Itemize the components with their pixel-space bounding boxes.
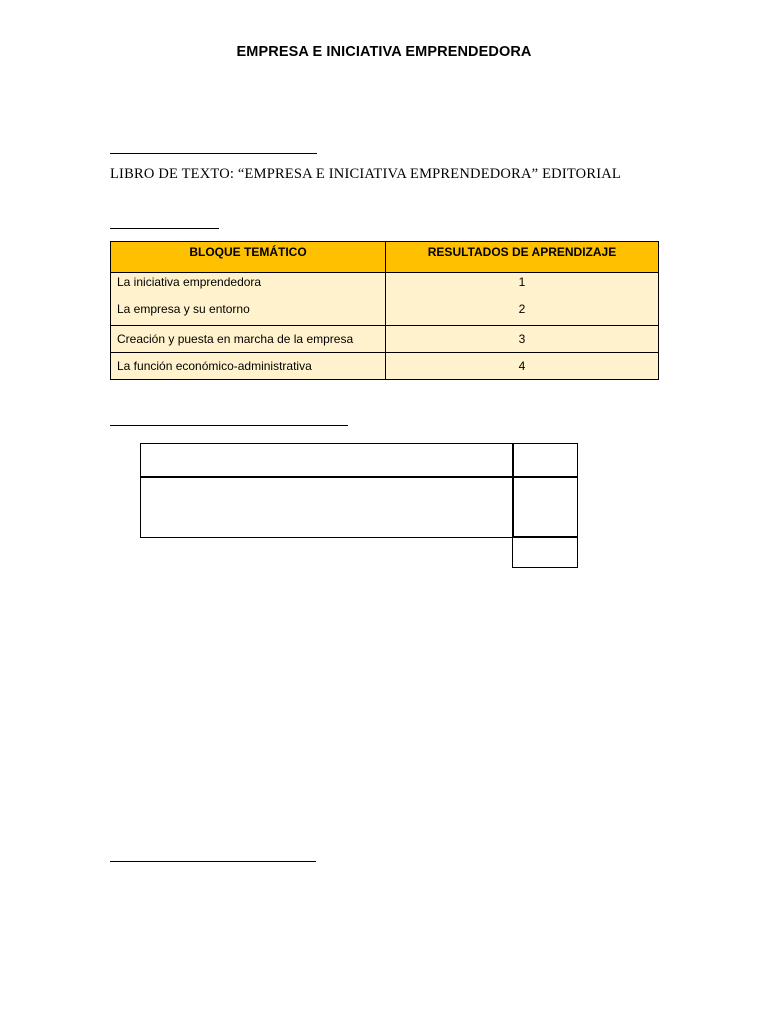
- table-row: [111, 353, 659, 380]
- table-cell-bloque: [111, 273, 386, 326]
- table-row: [111, 326, 659, 353]
- textbook-line: LIBRO DE TEXTO: “EMPRESA E INICIATIVA EMPRENDEDORA” EDITORIAL: [110, 166, 621, 182]
- grid-cell: [140, 443, 514, 478]
- document-title: EMPRESA E INICIATIVA EMPRENDEDORA: [236, 44, 532, 60]
- table-header-row: [111, 242, 659, 273]
- grid-cell: [512, 476, 578, 538]
- table-cell-bloque: La función económico-administrativa: [111, 353, 386, 380]
- column-header-bloque: BLOQUE TEMÁTICO: [111, 242, 386, 273]
- grid-cell: [512, 443, 578, 478]
- table-row: [111, 273, 659, 326]
- heading-rule-2: [110, 228, 219, 229]
- cell-text: La empresa y su entorno: [117, 302, 250, 316]
- cell-text: 2: [518, 302, 526, 316]
- table-cell-resultado: [386, 273, 659, 326]
- heading-rule-4: [110, 861, 316, 862]
- cell-text: La iniciativa emprendedora: [117, 275, 262, 289]
- column-header-resultados: RESULTADOS DE APRENDIZAJE: [386, 242, 659, 273]
- grid-cell: [512, 536, 578, 568]
- thematic-blocks-table: [110, 241, 659, 380]
- table-cell-resultado: 4: [386, 353, 659, 380]
- table-cell-resultado: 3: [386, 326, 659, 353]
- grid-cell: [140, 476, 514, 538]
- heading-rule-3: [110, 425, 348, 426]
- table-cell-bloque: Creación y puesta en marcha de la empresa: [111, 326, 386, 353]
- cell-text: 1: [518, 275, 526, 289]
- heading-rule-1: [110, 153, 317, 154]
